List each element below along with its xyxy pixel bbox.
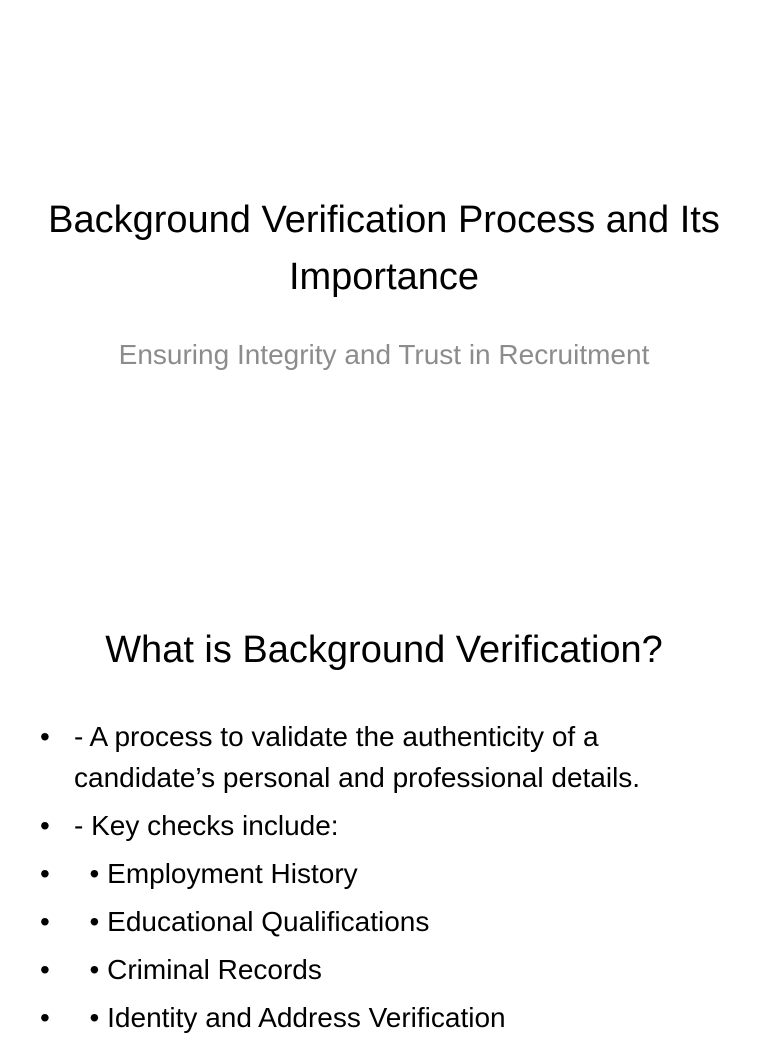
bullet-item [38, 805, 728, 846]
bullet-text: • Criminal Records [74, 954, 322, 985]
bullet-marker: • [40, 858, 50, 889]
bullet-item [38, 949, 728, 990]
bullet-item [38, 853, 728, 894]
bullet-marker: • [40, 906, 50, 937]
bullet-item [38, 716, 728, 798]
content-slide [0, 576, 768, 1033]
bullet-marker: • [40, 954, 50, 985]
bullet-marker: • [40, 1002, 50, 1033]
bullet-item [38, 997, 728, 1038]
bullet-text: • Employment History [74, 858, 358, 889]
bullet-text: - Key checks include: [74, 810, 339, 841]
bullet-text: • Identity and Address Verification [74, 1002, 506, 1033]
slide-heading: What is Background Verification? [105, 629, 663, 671]
bullet-text: • Educational Qualifications [74, 906, 430, 937]
slide-title: Background Verification Process and Its Importance [48, 199, 720, 298]
bullet-marker: • [40, 810, 50, 841]
bullet-text: - A process to validate the authenticity of a candidate’s personal and professional details. [74, 721, 641, 793]
bullet-item [38, 901, 728, 942]
bullet-marker: • [40, 721, 50, 752]
slide-subtitle: Ensuring Integrity and Trust in Recruitment [118, 339, 650, 370]
bullet-list [38, 716, 728, 1045]
